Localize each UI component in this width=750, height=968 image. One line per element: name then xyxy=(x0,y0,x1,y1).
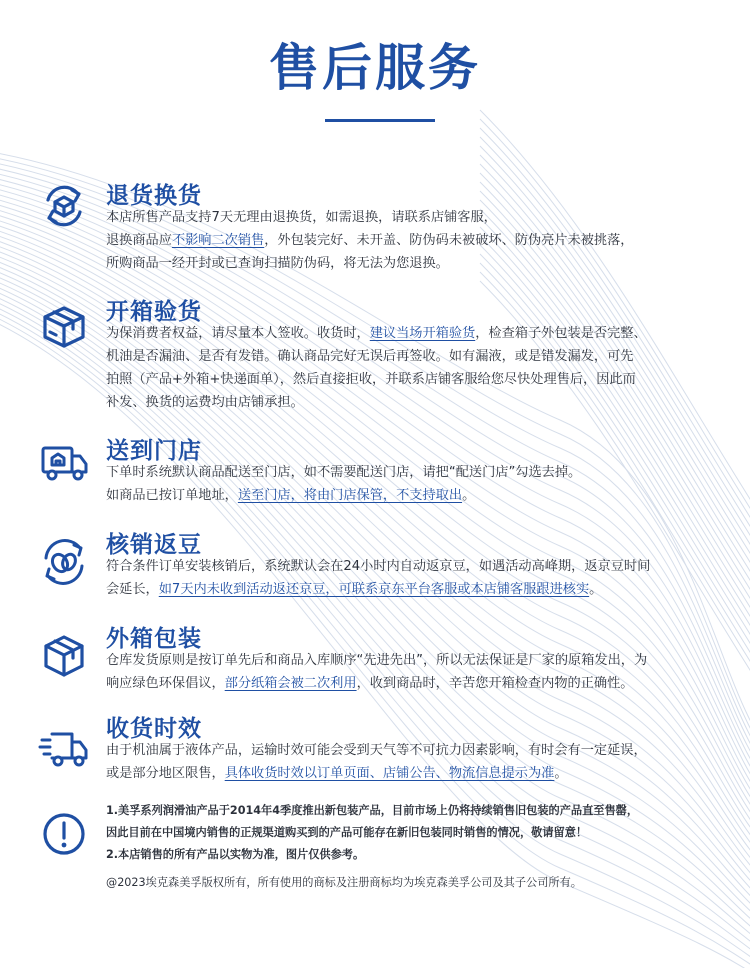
body-text: 会延长， xyxy=(106,582,159,597)
title-underline xyxy=(325,119,435,122)
body-text: 补发、换货的运费均由店铺承担。 xyxy=(106,395,304,410)
section-title: 退货换货 xyxy=(106,183,202,209)
highlight-text: 建议当场开箱验货 xyxy=(369,326,476,341)
body-text: 本店所售产品支持7天无理由退换货，如需退换，请联系店铺客服， xyxy=(106,210,497,225)
return-exchange-icon xyxy=(38,180,90,232)
body-text: 由于机油属于液体产品，运输时效可能会受到天气等不可抗力因素影响，有时会有一定延误， xyxy=(106,743,647,758)
highlight-text: 具体收货时效以订单页面、店铺公告、物流信息提示为准 xyxy=(224,766,555,781)
body-text: ，外包装完好、未开盖、防伪码未被破坏、防伪亮片未被挑落， xyxy=(264,233,634,248)
body-line xyxy=(106,461,720,484)
body-line xyxy=(106,672,720,695)
body-text: 或是部分地区限售， xyxy=(106,766,225,781)
body-line xyxy=(106,391,720,414)
notice-line: 因此目前在中国境内销售的正规渠道购买到的产品可能存在新旧包装同时销售的情况，敬请留意！ xyxy=(106,826,588,839)
section-body xyxy=(106,461,720,507)
highlight-text: 不影响二次销售 xyxy=(171,233,265,248)
exclamation-icon xyxy=(38,808,90,860)
highlight-text: 部分纸箱会被二次利用 xyxy=(224,676,357,691)
body-line xyxy=(106,368,720,391)
highlight-text: 如7天内未收到活动返还京豆，可联系京东平台客服或本店铺客服跟进核实 xyxy=(158,582,590,597)
section-title: 收货时效 xyxy=(106,716,202,742)
notice-text xyxy=(106,800,726,866)
body-text: 。 xyxy=(554,766,568,781)
body-text: 机油是否漏油、是否有发错。确认商品完好无误后再签收。如有漏液，或是错发漏发，可先 xyxy=(106,349,634,364)
body-line xyxy=(106,252,720,275)
body-text: 仓库发货原则是按订单先后和商品入库顺序“先进先出”，所以无法保证是厂家的原箱发出，为 xyxy=(106,653,648,668)
body-text: 为保消费者权益，请尽量本人签收。收货时， xyxy=(106,326,370,341)
section-body xyxy=(106,322,720,414)
body-text: 下单时系统默认商品配送至门店，如不需要配送门店，请把“配送门店”勾选去掉。 xyxy=(106,465,582,480)
section-title: 送到门店 xyxy=(106,438,202,464)
bean-refund-icon xyxy=(38,536,90,588)
body-text: 。 xyxy=(589,582,603,597)
page-title: 售后服务 xyxy=(269,39,481,97)
body-line xyxy=(106,649,720,672)
body-text: 。 xyxy=(462,488,476,503)
body-line xyxy=(106,345,720,368)
body-text: 响应绿色环保倡议， xyxy=(106,676,225,691)
highlight-text: 送至门店，将由门店保管，不支持取出 xyxy=(237,488,463,503)
section-title: 开箱验货 xyxy=(106,299,202,325)
section-body xyxy=(106,206,720,275)
fast-shipping-icon xyxy=(38,722,90,774)
body-line xyxy=(106,555,720,578)
copyright-footer: @2023埃克森美孚版权所有，所有使用的商标及注册商标均为埃克森美孚公司及其子公司所有。 xyxy=(106,876,582,889)
package-box-icon xyxy=(38,630,90,682)
open-box-icon xyxy=(38,300,90,352)
section-body xyxy=(106,555,720,601)
body-text: 如商品已按订单地址， xyxy=(106,488,238,503)
body-line xyxy=(106,578,720,601)
body-text: ，收到商品时，辛苦您开箱检查内物的正确性。 xyxy=(356,676,634,691)
section-body xyxy=(106,739,720,785)
body-line xyxy=(106,762,720,785)
body-line xyxy=(106,484,720,507)
body-line xyxy=(106,322,720,345)
notice-line: 2.本店销售的所有产品以实物为准，图片仅供参考。 xyxy=(106,848,365,861)
delivery-truck-icon xyxy=(38,436,90,488)
body-text: 拍照（产品+外箱+快递面单），然后直接拒收，并联系店铺客服给您尽快处理售后，因此而 xyxy=(106,372,636,387)
body-line xyxy=(106,739,720,762)
body-text: 退换商品应 xyxy=(106,233,172,248)
body-line xyxy=(106,229,720,252)
section-body xyxy=(106,649,720,695)
section-title: 外箱包装 xyxy=(106,626,202,652)
body-text: 所购商品一经开封或已查询扫描防伪码，将无法为您退换。 xyxy=(106,256,449,271)
body-line xyxy=(106,206,720,229)
section-title: 核销返豆 xyxy=(106,532,202,558)
body-text: 符合条件订单安装核销后，系统默认会在24小时内自动返京豆，如遇活动高峰期，返京豆时间 xyxy=(106,559,651,574)
body-text: ，检查箱子外包装是否完整、 xyxy=(475,326,647,341)
notice-line: 1.美孚系列润滑油产品于2014年4季度推出新包装产品，目前市场上仍将持续销售旧包装的产品直至售罄， xyxy=(106,804,639,817)
